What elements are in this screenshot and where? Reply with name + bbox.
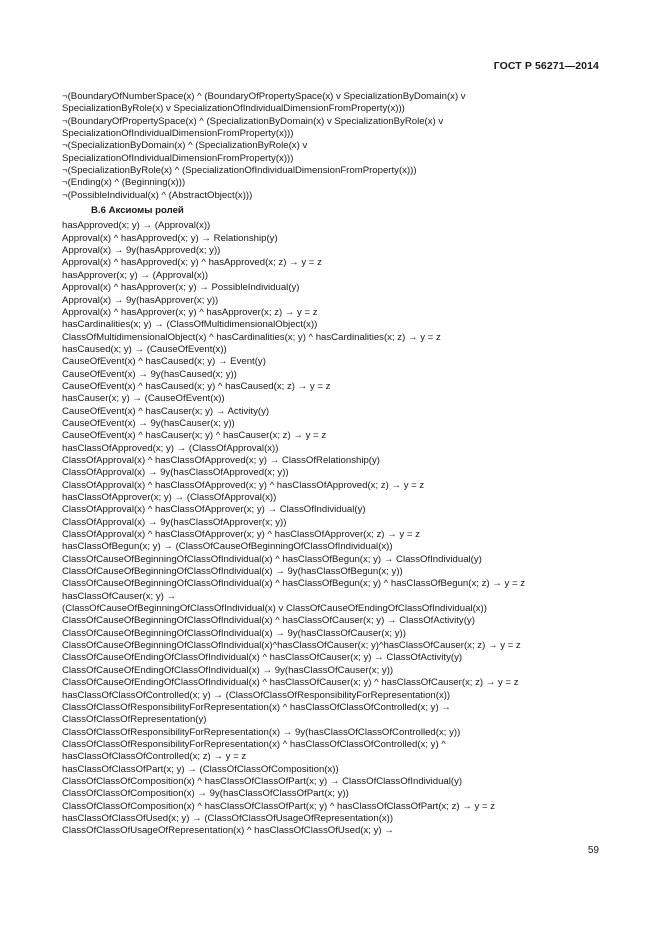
axiom-line: CauseOfEvent(x) → 9y(hasCauser(x; y)) [62, 417, 235, 429]
axiom-line: Approval(x) → 9y(hasApproved(x; y)) [62, 245, 221, 257]
document-body [62, 91, 602, 838]
axiom-line: ClassOfCauseOfBeginningOfClassOfIndividual(x) ^ hasClassOfCauser(x; y) → ClassOfActivity(y) [62, 615, 475, 627]
axiom-line: Approval(x) ^ hasApproved(x; y) → Relationship(y) [62, 232, 278, 244]
axiom-line: hasApprover(x; y) → (Approval(x)) [62, 269, 209, 281]
axiom-line: ClassOfClassOfResponsibilityForRepresentation(x) → 9y(hasClassOfClassOfControlled(x; y)) [62, 726, 461, 738]
axiom-line: hasCardinalities(x; y) → (ClassOfMultidimensionalObject(x)) [62, 319, 318, 331]
axiom-line: ClassOfApproval(x) ^ hasClassOfApproved(x; y) → ClassOfRelationship(y) [62, 454, 380, 466]
axiom-line: ClassOfApproval(x) ^ hasClassOfApprover(x; y) ^ hasClassOfApprover(x; z) → y = z [62, 529, 420, 541]
axiom-line: ClassOfApproval(x) ^ hasClassOfApprover(x; y) → ClassOfIndividual(y) [62, 504, 366, 516]
preface-block [62, 91, 602, 202]
section-heading: В.6 Аксиомы ролей [91, 205, 184, 217]
formula-line: SpecializationOfIndividualDimensionFromProperty(x))) [62, 128, 294, 140]
axiom-line: hasCauser(x; y) → (CauseOfEvent(x)) [62, 393, 225, 405]
axiom-line: hasCaused(x; y) → (CauseOfEvent(x)) [62, 343, 227, 355]
axiom-line: hasClassOfClassOfControlled(x; z) → y = z [62, 751, 247, 763]
axiom-line: ClassOfApproval(x) ^ hasClassOfApproved(x; y) ^ hasClassOfApproved(x; z) → y = z [62, 479, 425, 491]
axiom-line: Approval(x) ^ hasApproved(x; y) ^ hasApproved(x; z) → y = z [62, 257, 322, 269]
axiom-line: hasClassOfClassOfUsed(x; y) → (ClassOfClassOfUsageOfRepresentation(x)) [62, 812, 394, 824]
axiom-line: ClassOfCauseOfBeginningOfClassOfIndividual(x) ^ hasClassOfBegun(x; y) ^ hasClassOfBegun(x; z) → y = z [62, 578, 526, 590]
axiom-line: ClassOfClassOfRepresentation(y) [62, 714, 207, 726]
axiom-line: ClassOfClassOfComposition(x) ^ hasClassOfClassOfPart(x; y) → ClassOfClassOfIndividual(y) [62, 775, 463, 787]
axiom-line: CauseOfEvent(x) ^ hasCauser(x; y) → Activity(y) [62, 405, 270, 417]
axiom-line: ClassOfCauseOfEndingOfClassOfIndividual(x) → 9y(hasClassOfCauser(x; y)) [62, 664, 394, 676]
axiom-line: Approval(x) ^ hasApprover(x; y) ^ hasApprover(x; z) → y = z [62, 306, 318, 318]
axiom-line: ClassOfCauseOfEndingOfClassOfIndividual(x) ^ hasClassOfCauser(x; y) → ClassOfActivity(y) [62, 652, 463, 664]
axiom-line: ClassOfCauseOfBeginningOfClassOfIndividual(x) → 9y(hasClassOfCauser(x; y)) [62, 627, 406, 639]
axiom-line: hasClassOfApprover(x; y) → (ClassOfApproval(x)) [62, 492, 277, 503]
standard-id: ГОСТ Р 56271—2014 [493, 60, 599, 72]
axiom-line: ClassOfCauseOfBeginningOfClassOfIndividual(x) → 9y(hasClassOfBegun(x; y)) [62, 566, 403, 578]
axiom-list [62, 220, 602, 837]
axiom-line: CauseOfEvent(x) ^ hasCauser(x; y) ^ hasCauser(x; z) → y = z [62, 430, 327, 442]
formula-line: ¬(Ending(x) ^ (Beginning(x))) [62, 177, 186, 189]
formula-line: ¬(SpecializationByDomain(x) ^ (SpecializationByRole(x) v [62, 140, 308, 152]
axiom-line: ClassOfCauseOfBeginningOfClassOfIndividual(x)^hasClassOfCauser(x; y)^hasClassOfCauser(x; z) → y = z [62, 640, 521, 652]
formula-line: SpecializationOfIndividualDimensionFromProperty(x))) [62, 152, 294, 164]
axiom-line: hasClassOfClassOfPart(x; y) → (ClassOfClassOfComposition(x)) [62, 763, 339, 775]
axiom-line: CauseOfEvent(x) → 9y(hasCaused(x; y)) [62, 368, 237, 380]
formula-line: ¬(BoundaryOfNumberSpace(x) ^ (BoundaryOfPropertySpace(x) v SpecializationByDomain(x) v [62, 91, 466, 102]
axiom-line: ClassOfApproval(x) → 9y(hasClassOfApproved(x; y)) [62, 467, 289, 479]
axiom-line: hasClassOfApproved(x; y) → (ClassOfApproval(x)) [62, 442, 279, 454]
axiom-line: hasClassOfClassOfControlled(x; y) → (ClassOfClassOfResponsibilityForRepresentation(x)) [62, 689, 451, 701]
axiom-line: ClassOfMultidimensionalObject(x) ^ hasCardinalities(x; y) ^ hasCardinalities(x; z) → y = z [62, 331, 441, 343]
axiom-line: ClassOfClassOfUsageOfRepresentation(x) ^ hasClassOfClassOfUsed(x; y) → [62, 825, 394, 837]
axiom-line: (ClassOfCauseOfBeginningOfClassOfIndividual(x) v ClassOfCauseOfEndingOfClassOfIndividual(x)) [62, 603, 487, 615]
formula-line: ¬(SpecializationByRole(x) ^ (SpecializationOfIndividualDimensionFromProperty(x))) [62, 165, 417, 177]
axiom-line: ClassOfClassOfComposition(x) → 9y(hasClassOfClassOfPart(x; y)) [62, 788, 349, 800]
formula-line: ¬(BoundaryOfPropertySpace(x) ^ (SpecializationByDomain(x) v SpecializationByRole(x) v [62, 115, 444, 127]
axiom-line: Approval(x) ^ hasApprover(x; y) → PossibleIndividual(y) [62, 282, 300, 294]
axiom-line: Approval(x) → 9y(hasApprover(x; y)) [62, 294, 219, 306]
axiom-line: hasClassOfBegun(x; y) → (ClassOfCauseOfBeginningOfClassOfIndividual(x)) [62, 541, 393, 553]
axiom-line: ClassOfClassOfResponsibilityForRepresentation(x) ^ hasClassOfClassOfControlled(x; y) → [62, 701, 451, 713]
axiom-line: hasClassOfCauser(x; y) → [62, 590, 177, 602]
axiom-line: CauseOfEvent(x) ^ hasCaused(x; y) ^ hasCaused(x; z) → y = z [62, 380, 331, 392]
axiom-line: hasApproved(x; y) → (Approval(x)) [62, 220, 211, 232]
page-number: 59 [587, 845, 599, 856]
axiom-line: ClassOfClassOfComposition(x) ^ hasClassOfClassOfPart(x; y) ^ hasClassOfClassOfPart(x; z) → y = z [62, 800, 496, 812]
formula-line: SpecializationByRole(x) v SpecializationOfIndividualDimensionFromProperty(x))) [62, 103, 405, 115]
axiom-line: ClassOfCauseOfEndingOfClassOfIndividual(x) ^ hasClassOfCauser(x; y) ^ hasClassOfCauser(x; z) → y = z [62, 677, 519, 689]
axiom-line: ClassOfApproval(x) → 9y(hasClassOfApprover(x; y)) [62, 516, 287, 528]
axiom-line: ClassOfCauseOfBeginningOfClassOfIndividual(x) ^ hasClassOfBegun(x; y) → ClassOfIndividual(y) [62, 553, 482, 565]
formula-line: ¬(PossibleIndividual(x) ^ (AbstractObject(x))) [62, 189, 253, 201]
axiom-line: ClassOfClassOfResponsibilityForRepresentation(x) ^ hasClassOfClassOfControlled(x; y) ^ [62, 738, 446, 750]
axiom-line: CauseOfEvent(x) ^ hasCaused(x; y) → Event(y) [62, 356, 266, 368]
